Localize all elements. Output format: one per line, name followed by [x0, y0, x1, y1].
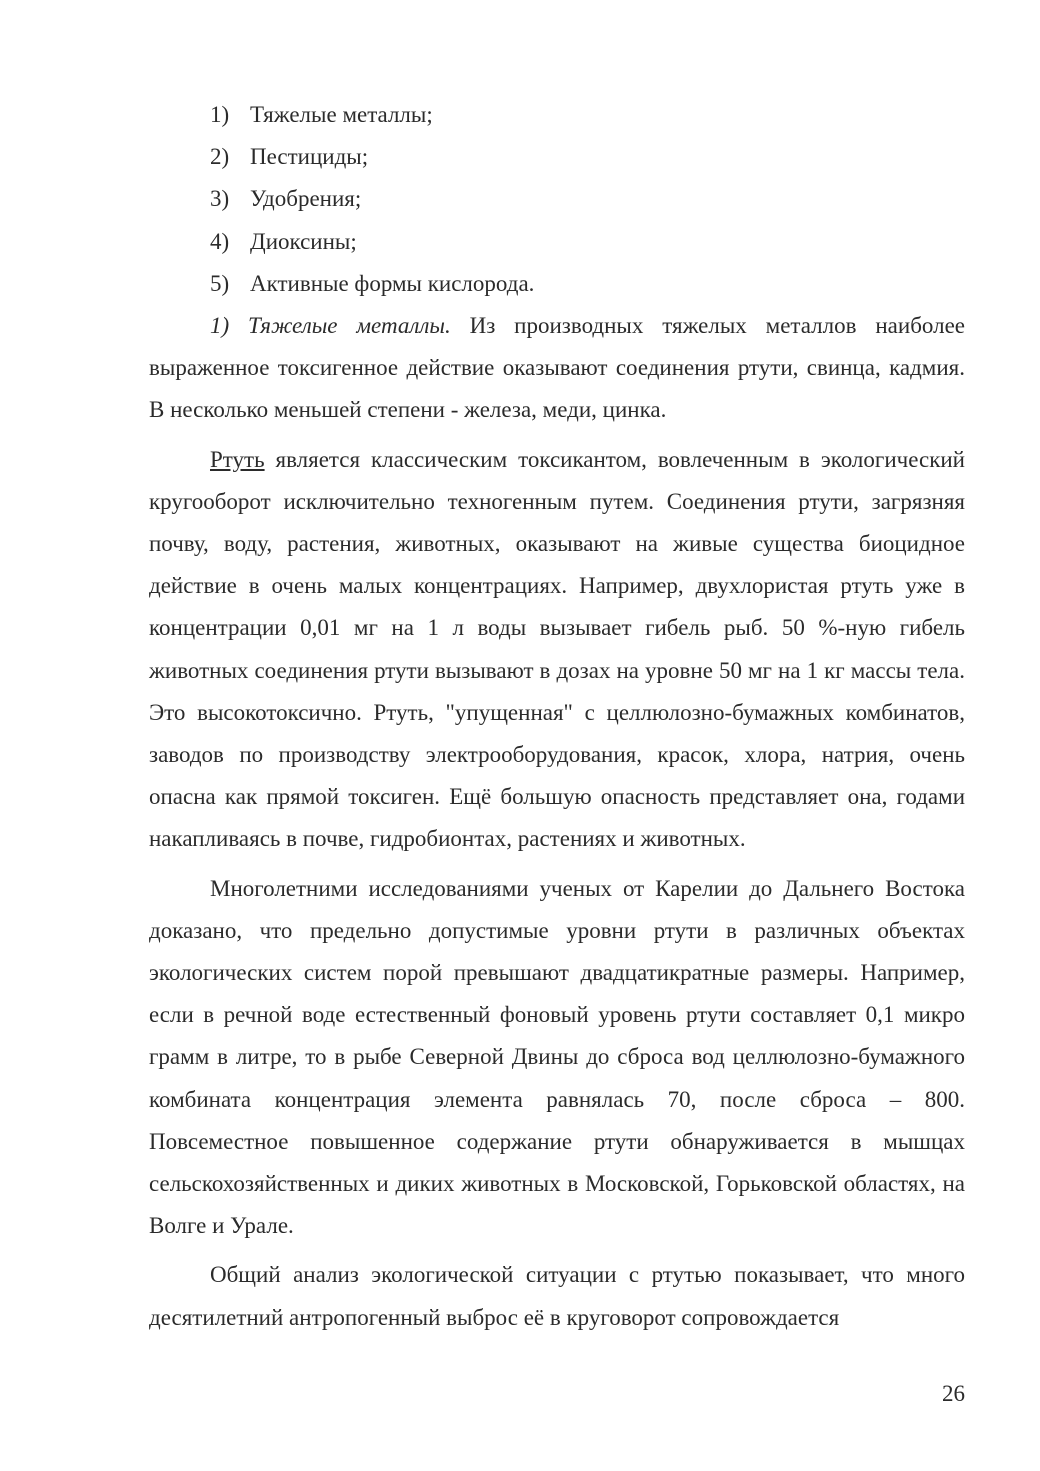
paragraph-research: [149, 868, 965, 1248]
paragraph-mercury: [149, 439, 965, 861]
body-text: [149, 305, 965, 1339]
list-item-text: Активные формы кислорода.: [250, 270, 535, 296]
list-item: [210, 94, 534, 136]
paragraph-analysis: [149, 1254, 965, 1338]
page-number: 26: [942, 1381, 965, 1406]
paragraph-text: Из производных тяжелых металлов наиболее выраженное токсигенное действие оказывают соединения ртути, свинца, кадмия. В несколько меньшей степени - железа, меди, цинка.: [149, 313, 965, 423]
list-item-text: Диоксины;: [250, 228, 357, 254]
paragraph-heavy-metals: [149, 305, 965, 432]
list-item: [210, 178, 534, 220]
pollutant-list: [210, 94, 534, 305]
list-item-text: Пестициды;: [250, 144, 369, 170]
section-heading: 1) Тяжелые металлы.: [210, 313, 451, 338]
paragraph-text: Общий анализ экологической ситуации с ртутью показывает, что много десятилетний антропогенный выброс её в круговорот сопровождается: [149, 1262, 965, 1330]
paragraph-text: Многолетними исследованиями ученых от Карелии до Дальнего Востока доказано, что предельно допустимые уровни ртути в различных объектах экологических систем порой превышают двадцатикратные размеры. Например, если в речной воде естественный фоновый уровень ртути составляет 0,1 микро грамм в литре, то в рыбе Северной Двины до сброса вод целлюлозно-бумажного комбината концентрация элемента равнялась 70, после сброса – 800. Повсеместное повышенное содержание ртути обнаруживается в мышцах сельскохозяйственных и диких животных в Московской, Горьковской областях, на Волге и Урале.: [149, 875, 965, 1239]
list-item-number: 5): [210, 270, 230, 296]
paragraph-text: является классическим токсикантом, вовлеченным в экологический кругооборот исключительно техногенным путем. Соединения ртути, загрязняя почву, воду, растения, животных, оказывают на живые существа биоцидное действие в очень малых концентрациях. Например, двухлористая ртуть уже в концентрации 0,01 мг на 1 л воды вызывает гибель рыб. 50 %-ную гибель животных соединения ртути вызывают в дозах на уровне 50 мг на 1 кг массы тела. Это высокотоксично. Ртуть, "упущенная" с целлюлозно-бумажных комбинатов, заводов по производству электрооборудования, красок, хлора, натрия, очень опасна как прямой токсиген. Ещё большую опасность представляет она, годами накапливаясь в почве, гидробионтах, растениях и животных.: [149, 446, 965, 852]
list-item-number: 4): [210, 228, 230, 254]
list-item-number: 2): [210, 144, 230, 170]
underlined-term: Ртуть: [210, 446, 265, 472]
list-item: [210, 263, 534, 305]
list-item: [210, 136, 534, 178]
list-item-number: 3): [210, 186, 230, 212]
list-item-text: Удобрения;: [250, 186, 362, 212]
list-item: [210, 221, 534, 263]
list-item-number: 1): [210, 102, 230, 127]
list-item-text: Тяжелые металлы;: [250, 102, 433, 127]
